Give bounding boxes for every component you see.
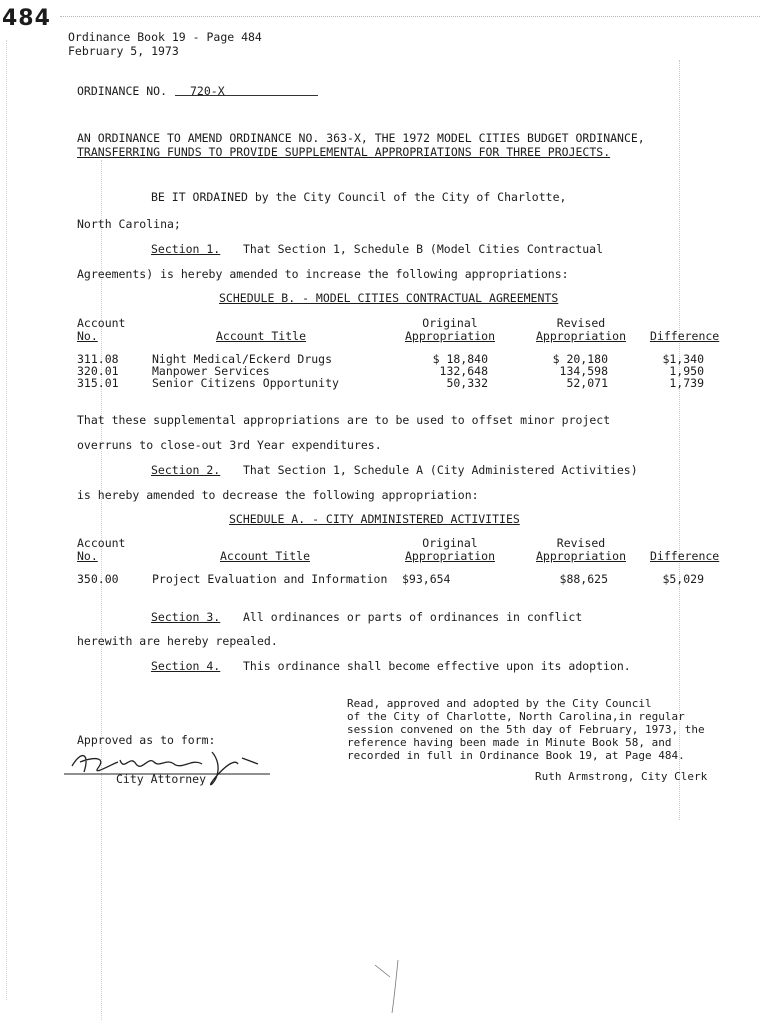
section-3-label: Section 3. [151, 610, 221, 624]
account-title: Senior Citizens Opportunity [152, 376, 339, 390]
original-appropriation: 50,332 [446, 376, 488, 390]
col-header-account-no: No. [77, 329, 98, 343]
section-1-text-line-2: Agreements) is hereby amended to increase the following appropriations: [77, 267, 569, 281]
ordinance-no-underline [175, 95, 318, 96]
ordinance-no-label: ORDINANCE NO. [77, 84, 168, 98]
section-3-text-line-1: All ordinances or parts of ordinances in conflict [243, 610, 583, 624]
schedule-b-title: SCHEDULE B. - MODEL CITIES CONTRACTUAL AGREEMENTS [219, 291, 559, 305]
enacting-clause-line-1: BE IT ORDAINED by the City Council of the City of Charlotte, [151, 190, 567, 204]
col-header-account: Account [77, 536, 126, 550]
scan-mark-icon [370, 955, 410, 1015]
section-4-text: This ordinance shall become effective upon its adoption. [243, 659, 631, 673]
col-header-account: Account [77, 316, 126, 330]
col-header-original: Original [422, 316, 478, 330]
difference: 1,739 [669, 376, 704, 390]
schedule-a-title: SCHEDULE A. - CITY ADMINISTERED ACTIVITIES [229, 512, 520, 526]
col-header-original: Original [422, 536, 478, 550]
scan-edge-line [60, 16, 760, 17]
section-1-text-line-1: That Section 1, Schedule B (Model Cities Contractual [243, 242, 604, 256]
adoption-line-3: session convened on the 5th day of February, 1973, the [347, 723, 705, 736]
col-header-revised-appropriation: Appropriation [535, 549, 626, 563]
original-appropriation: 132,648 [439, 364, 488, 378]
difference: $1,340 [662, 352, 704, 366]
date-line: February 5, 1973 [68, 44, 179, 58]
difference: 1,950 [669, 364, 704, 378]
revised-appropriation: 52,071 [566, 376, 608, 390]
section-2-text-line-2: is hereby amended to decrease the following appropriation: [77, 488, 479, 502]
ordinance-title-line-2: TRANSFERRING FUNDS TO PROVIDE SUPPLEMENTAL APPROPRIATIONS FOR THREE PROJECTS. [77, 145, 611, 159]
scan-fold-line [679, 60, 680, 820]
revised-appropriation: $ 20,180 [552, 352, 608, 366]
account-title: Project Evaluation and Information [152, 572, 388, 586]
account-no: 311.08 [77, 352, 119, 366]
difference: $5,029 [662, 572, 704, 586]
col-header-revised: Revised [556, 316, 606, 330]
section-4-label: Section 4. [151, 659, 221, 673]
adoption-line-5: recorded in full in Ordinance Book 19, at Page 484. [347, 749, 685, 762]
book-page-line: Ordinance Book 19 - Page 484 [68, 30, 262, 44]
section-2-label: Section 2. [151, 463, 221, 477]
revised-appropriation: $88,625 [559, 572, 608, 586]
ordinance-title-line-1: AN ORDINANCE TO AMEND ORDINANCE NO. 363-X, THE 1972 MODEL CITIES BUDGET ORDINANCE, [77, 131, 645, 145]
account-title: Manpower Services [152, 364, 270, 378]
col-header-revised: Revised [556, 536, 606, 550]
section-1-note-line-2: overruns to close-out 3rd Year expenditures. [77, 438, 382, 452]
ordinance-no-value: 720-X [190, 84, 225, 98]
original-appropriation: $ 18,840 [432, 352, 488, 366]
account-no: 350.00 [77, 572, 119, 586]
section-1-note-line-1: That these supplemental appropriations are to be used to offset minor project [77, 413, 611, 427]
col-header-account-title: Account Title [220, 549, 311, 563]
adoption-line-4: reference having been made in Minute Book 58, and [347, 736, 672, 749]
section-2-text-line-1: That Section 1, Schedule A (City Administered Activities) [243, 463, 638, 477]
col-header-account-title: Account Title [216, 329, 307, 343]
scan-fold-line [101, 160, 102, 1020]
account-title: Night Medical/Eckerd Drugs [152, 352, 333, 366]
attorney-signature [62, 744, 272, 794]
col-header-difference: Difference [650, 329, 720, 343]
col-header-original-appropriation: Appropriation [404, 549, 495, 563]
col-header-revised-appropriation: Appropriation [535, 329, 626, 343]
account-no: 315.01 [77, 376, 119, 390]
revised-appropriation: 134,598 [559, 364, 608, 378]
enacting-clause-line-2: North Carolina; [77, 217, 181, 231]
col-header-original-appropriation: Appropriation [404, 329, 495, 343]
city-clerk-signature-line: Ruth Armstrong, City Clerk [535, 770, 708, 783]
account-no: 320.01 [77, 364, 119, 378]
handwritten-signature-icon [62, 744, 272, 794]
page-number-stamp: 484 [2, 6, 51, 31]
col-header-account-no: No. [77, 549, 98, 563]
col-header-difference: Difference [650, 549, 720, 563]
adoption-line-1: Read, approved and adopted by the City Council [347, 697, 652, 710]
scan-edge-line [6, 40, 7, 1000]
original-appropriation: $93,654 [402, 572, 451, 586]
city-attorney-label: City Attorney [116, 772, 207, 786]
section-1-label: Section 1. [151, 242, 221, 256]
adoption-line-2: of the City of Charlotte, North Carolina,in regular [347, 710, 685, 723]
section-3-text-line-2: herewith are hereby repealed. [77, 634, 278, 648]
approved-as-to-form-label: Approved as to form: [77, 733, 216, 747]
